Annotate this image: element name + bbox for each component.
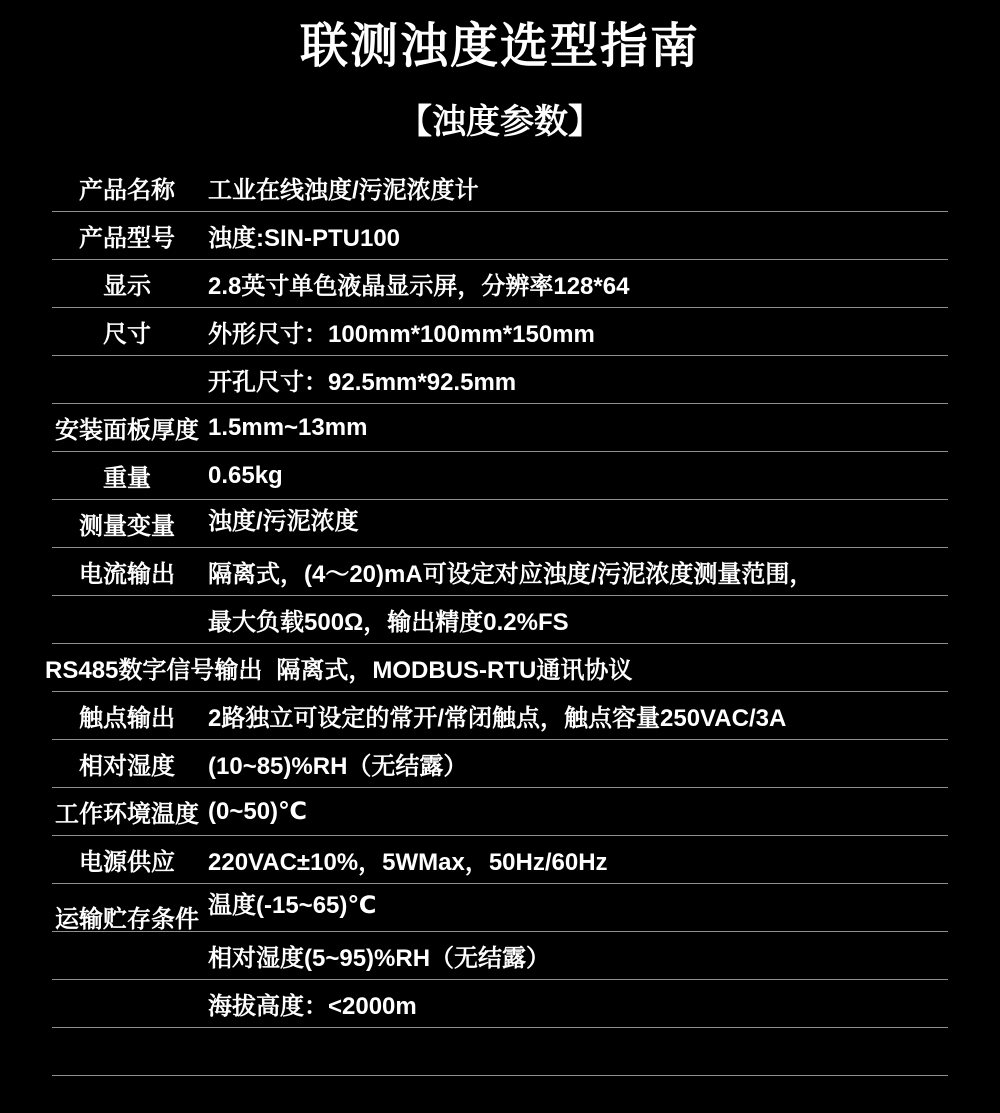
spec-value: 2路独立可设定的常开/常闭触点，触点容量250VAC/3A [208,705,787,732]
table-row [52,548,948,596]
spec-label: 显示 [103,273,151,300]
spec-label: 重量 [103,465,151,492]
spec-value: 海拔高度：<2000m [208,993,417,1020]
spec-label: 安装面板厚度 [55,417,199,444]
table-row [52,1028,948,1076]
table-row [52,836,948,884]
spec-label: 尺寸 [103,321,151,348]
spec-label: 相对湿度 [79,753,175,780]
spec-label: 电流输出 [79,561,175,588]
table-row [52,932,948,980]
spec-value: 外形尺寸：100mm*100mm*150mm [208,321,595,348]
spec-label: RS485数字信号输出 [45,657,263,684]
spec-label: 触点输出 [79,705,175,732]
table-row [52,500,948,548]
spec-value: 温度(-15~65)℃ [208,892,377,919]
spec-value: 隔离式，(4～20)mA可设定对应浊度/污泥浓度测量范围， [208,561,814,588]
table-row [52,884,948,932]
spec-value: 浊度/污泥浓度 [208,508,359,535]
spec-value: 相对湿度(5~95)%RH（无结露） [208,945,551,972]
spec-value: 1.5mm~13mm [208,413,368,441]
spec-value: 0.65kg [208,461,283,489]
spec-label: 产品型号 [79,225,175,252]
spec-value: 2.8英寸单色液晶显示屏，分辨率128*64 [208,273,630,300]
spec-label: 运输贮存条件 [55,906,199,933]
table-row [52,260,948,308]
table-row [52,452,948,500]
spec-value: 浊度:SIN-PTU100 [208,225,401,252]
spec-value: (0~50)℃ [208,798,308,825]
table-row [52,596,948,644]
spec-table [45,164,948,1076]
spec-value: 最大负载500Ω，输出精度0.2%FS [208,609,569,636]
section-subtitle: 【浊度参数】 [398,103,602,141]
table-row [52,164,948,212]
spec-value: 220VAC±10%，5WMax，50Hz/60Hz [208,849,608,876]
table-row [52,788,948,836]
table-row [52,692,948,740]
table-row [52,740,948,788]
table-row [52,356,948,404]
table-row [52,212,948,260]
spec-label: 电源供应 [79,849,175,876]
table-row [52,308,948,356]
spec-label: 测量变量 [79,513,175,540]
page-title: 联测浊度选型指南 [299,20,700,73]
spec-value: 隔离式，MODBUS-RTU通讯协议 [276,657,633,684]
table-row [45,644,948,692]
spec-value: 工业在线浊度/污泥浓度计 [208,177,479,204]
spec-value: (10~85)%RH（无结露） [208,753,468,780]
spec-value: 开孔尺寸：92.5mm*92.5mm [208,369,517,396]
spec-label: 产品名称 [79,177,175,204]
table-row [52,980,948,1028]
table-row [52,404,948,452]
spec-label: 工作环境温度 [55,801,199,828]
